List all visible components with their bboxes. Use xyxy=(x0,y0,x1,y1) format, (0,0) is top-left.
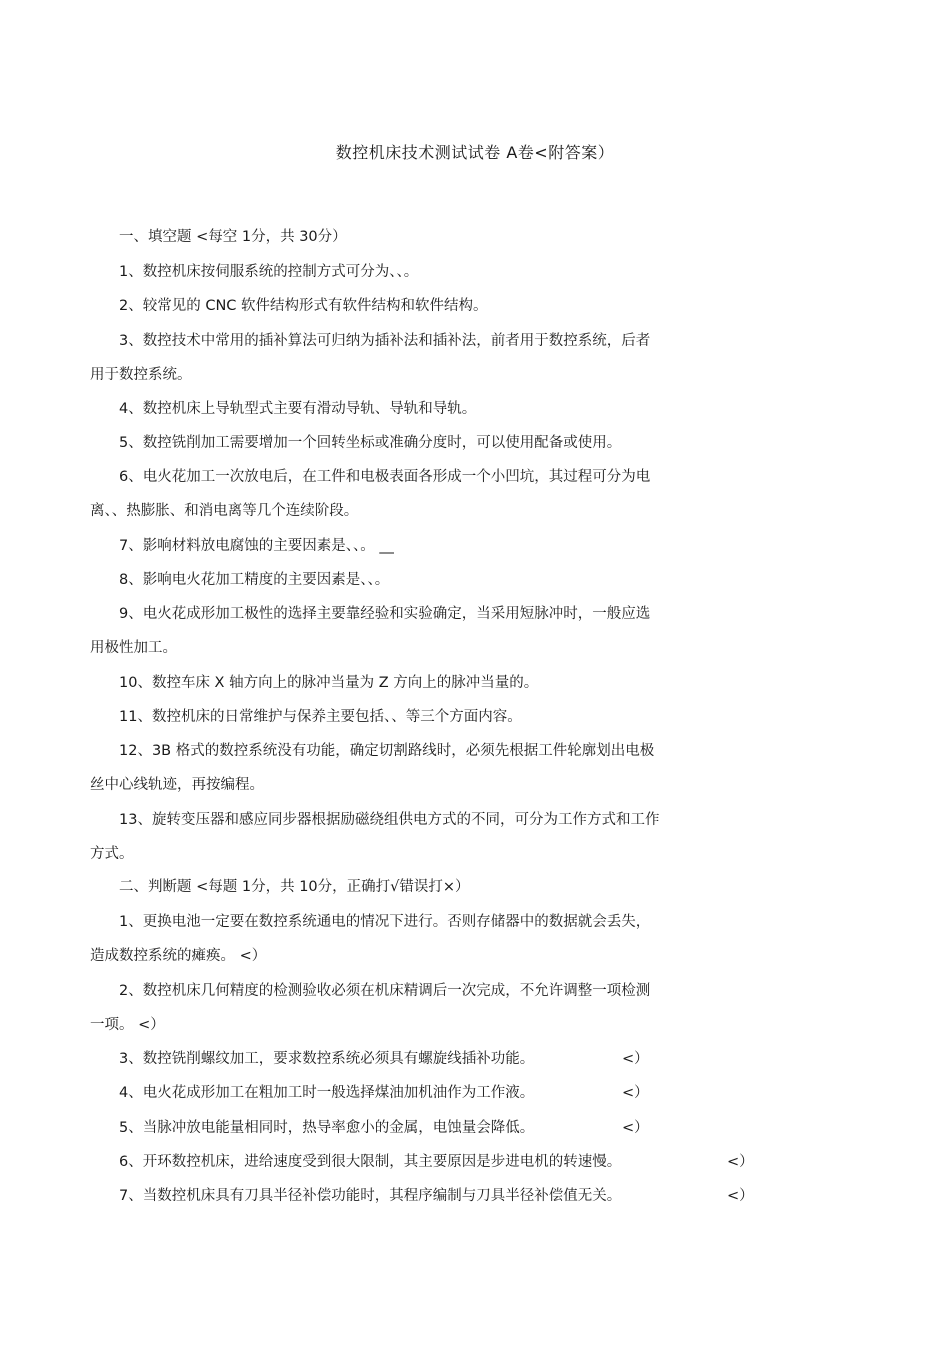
question-line: 6、开环数控机床，进给速度受到很大限制，其主要原因是步进电机的转速慢。 xyxy=(119,1154,622,1170)
question-line: 造成数控系统的瘫痪。 <） xyxy=(90,948,267,964)
question-line: 5、当脉冲放电能量相同时，热导率愈小的金属，电蚀量会降低。 xyxy=(119,1120,535,1136)
question-line: 4、数控机床上导轨型式主要有滑动导轨、导轨和导轨。 xyxy=(119,401,477,417)
question-line: 9、电火花成形加工极性的选择主要靠经验和实验确定，当采用短脉冲时，一般应选 xyxy=(119,606,651,622)
question-line: 7、当数控机床具有刀具半径补偿功能时，其程序编制与刀具半径补偿值无关。 xyxy=(119,1188,622,1204)
question-line: 1、更换电池一定要在数控系统通电的情况下进行。否则存储器中的数据就会丢失， xyxy=(119,914,651,930)
question-line: 6、电火花加工一次放电后，在工件和电极表面各形成一个小凹坑，其过程可分为电 xyxy=(119,469,651,485)
document-title: 数控机床技术测试试卷 A卷<附答案） xyxy=(335,143,615,162)
question-line: 10、数控车床 X 轴方向上的脉冲当量为 Z 方向上的脉冲当量的。 xyxy=(119,675,539,691)
question-line: 3、数控铣削螺纹加工，要求数控系统必须具有螺旋线插补功能。 xyxy=(119,1051,535,1067)
question-line: 13、旋转变压器和感应同步器根据励磁绕组供电方式的不同，可分为工作方式和工作 xyxy=(119,812,660,828)
question-line: 11、数控机床的日常维护与保养主要包括、、等三个方面内容。 xyxy=(119,709,522,725)
question-line: 一项。 <） xyxy=(90,1017,165,1033)
question-line: 丝中心线轨迹，再按编程。 xyxy=(90,777,264,793)
question-line: 5、数控铣削加工需要增加一个回转坐标或准确分度时，可以使用配备或使用。 xyxy=(119,435,622,451)
question-line: 8、影响电火花加工精度的主要因素是、、。 xyxy=(119,572,390,588)
answer-bracket: <） xyxy=(727,1154,754,1170)
answer-bracket: <） xyxy=(727,1188,754,1204)
question-line: 2、数控机床几何精度的检测验收必须在机床精调后一次完成，不允许调整一项检测 xyxy=(119,983,651,999)
question-line: 3、数控技术中常用的插补算法可归纳为插补法和插补法，前者用于数控系统，后者 xyxy=(119,333,651,349)
question-line: 7、影响材料放电腐蚀的主要因素是、、。 __ xyxy=(119,538,394,554)
question-line: 用于数控系统。 xyxy=(90,367,192,383)
section-heading-true-false: 二、判断题 <每题 1分，共 10分，正确打√错误打×） xyxy=(119,879,470,895)
question-line: 2、较常见的 CNC 软件结构形式有软件结构和软件结构。 xyxy=(119,298,488,314)
question-line: 方式。 xyxy=(90,846,134,862)
question-line: 用极性加工。 xyxy=(90,640,177,656)
question-line: 1、数控机床按伺服系统的控制方式可分为、、。 xyxy=(119,264,419,280)
answer-bracket: <） xyxy=(622,1120,649,1136)
answer-bracket: <） xyxy=(622,1085,649,1101)
section-heading-fill-blank: 一、填空题 <每空 1分，共 30分） xyxy=(119,229,347,245)
question-line: 离、、热膨胀、和消电离等几个连续阶段。 xyxy=(90,503,359,519)
answer-bracket: <） xyxy=(622,1051,649,1067)
question-line: 4、电火花成形加工在粗加工时一般选择煤油加机油作为工作液。 xyxy=(119,1085,535,1101)
question-line: 12、3B 格式的数控系统没有功能，确定切割路线时，必须先根据工件轮廓划出电极 xyxy=(119,743,655,759)
